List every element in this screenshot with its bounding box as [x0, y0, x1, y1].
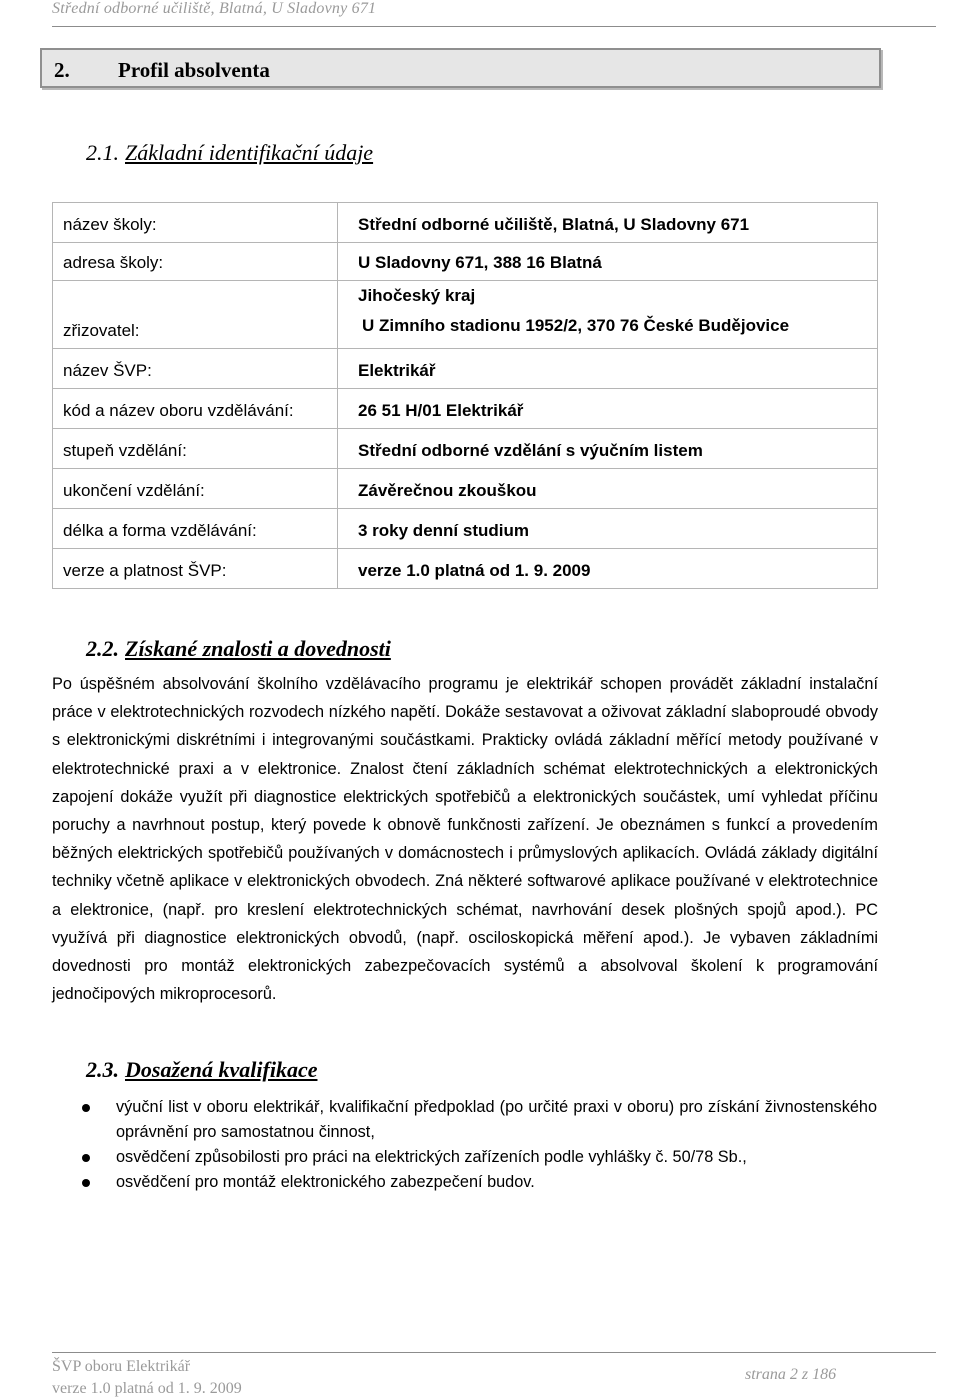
row-value: Střední odborné učiliště, Blatná, U Sladovny 671	[338, 203, 878, 243]
row-value: Elektrikář	[338, 349, 878, 389]
row-value-line: Jihočeský kraj	[358, 286, 476, 305]
row-label: kód a název oboru vzdělávání:	[53, 389, 338, 429]
row-label: délka a forma vzdělávání:	[53, 509, 338, 549]
row-label: název ŠVP:	[53, 349, 338, 389]
bullet-icon	[82, 1154, 90, 1162]
section-heading-identification	[86, 140, 373, 166]
row-value: 3 roky denní studium	[338, 509, 878, 549]
bullet-icon	[82, 1179, 90, 1187]
section-title: Dosažená kvalifikace	[125, 1057, 318, 1082]
row-label: adresa školy:	[53, 243, 338, 281]
chapter-heading	[40, 48, 881, 88]
table-row	[53, 469, 878, 509]
running-header: Střední odborné učiliště, Blatná, U Sladovny 671	[52, 0, 377, 17]
table-row	[53, 429, 878, 469]
list-item-text: výuční list v oboru elektrikář, kvalifikační předpoklad (po určité praxi v oboru) pro získání živnostenského oprávnění pro samostatnou činnost,	[116, 1098, 877, 1141]
footer-document-name: ŠVP oboru Elektrikář	[52, 1358, 191, 1375]
list-item	[80, 1145, 877, 1170]
row-label: název školy:	[53, 203, 338, 243]
table-row	[53, 243, 878, 281]
row-label: ukončení vzdělání:	[53, 469, 338, 509]
skills-paragraph: Po úspěšném absolvování školního vzdělávacího programu je elektrikář schopen provádět základní instalační práce v elektrotechnických rozvodech nízkého napětí. Dokáže sestavovat a oživovat základní slaboproudé obvody s elektronickými diskrétními i integrovanými součástkami. Prakticky ovládá základní měřící metody používané v elektrotechnické praxi a v elektronice. Znalost čtení základních schémat elektrotechnických a elektronických zapojení dokáže využít při diagnostice elektrických spotřebičů a elektronických součástek, umí vyhledat příčinu poruchy a navrhnout postup, který povede k obnově funkčnosti zařízení. Je obeznámen s funkcí a provedením běžných elektrických spotřebičů používaných v domácnostech i průmyslových aplikacích. Ovládá základy digitální techniky včetně aplikace v elektronických obvodech. Zná některé softwarové aplikace používané v elektrotechnice a elektronice, (např. pro kreslení elektrotechnických schémat, navrhování desek plošných spojů apod.). PC využívá při diagnostice elektronických obvodů, (např. osciloskopická měření apod.). Je vybaven základními dovednosti pro montáž elektronických zabezpečovacích systémů a absolvoval školení k programování jednočipových mikroprocesorů.	[52, 675, 878, 1004]
list-item-text: osvědčení způsobilosti pro práci na elektrických zařízeních podle vyhlášky č. 50/78 Sb.,	[116, 1148, 747, 1166]
list-item-text: osvědčení pro montáž elektronického zabezpečení budov.	[116, 1173, 535, 1191]
chapter-number: 2.	[54, 58, 70, 82]
table-row	[53, 509, 878, 549]
bullet-icon	[82, 1104, 90, 1112]
row-value	[338, 281, 878, 349]
footer-document-info	[52, 1356, 242, 1400]
footer-page-number: strana 2 z 186	[745, 1366, 837, 1383]
identification-table	[52, 202, 878, 589]
row-label: verze a platnost ŠVP:	[53, 549, 338, 589]
qualification-list	[80, 1095, 877, 1195]
table-row	[53, 281, 878, 349]
section-number: 2.2.	[86, 636, 119, 661]
row-label: stupeň vzdělání:	[53, 429, 338, 469]
table-row	[53, 389, 878, 429]
row-value: verze 1.0 platná od 1. 9. 2009	[338, 549, 878, 589]
table-row	[53, 349, 878, 389]
header-rule	[52, 26, 936, 27]
section-heading-qualification	[86, 1057, 317, 1083]
table-row	[53, 549, 878, 589]
row-value: Střední odborné vzdělání s výučním listem	[338, 429, 878, 469]
section-heading-skills	[86, 636, 391, 662]
footer-version: verze 1.0 platná od 1. 9. 2009	[52, 1380, 242, 1397]
row-value: Závěrečnou zkouškou	[338, 469, 878, 509]
section-number: 2.3.	[86, 1057, 119, 1082]
table-row	[53, 203, 878, 243]
chapter-title: Profil absolventa	[118, 58, 270, 82]
row-label: zřizovatel:	[53, 281, 338, 349]
footer-rule	[52, 1352, 936, 1353]
list-item	[80, 1170, 877, 1195]
section-title: Získané znalosti a dovednosti	[125, 636, 391, 661]
section-title: Základní identifikační údaje	[125, 140, 374, 165]
section-number: 2.1.	[86, 140, 119, 165]
row-value-line: U Zimního stadionu 1952/2, 370 76 České Budějovice	[362, 316, 790, 335]
row-value: 26 51 H/01 Elektrikář	[338, 389, 878, 429]
row-value: U Sladovny 671, 388 16 Blatná	[338, 243, 878, 281]
list-item	[80, 1095, 877, 1145]
